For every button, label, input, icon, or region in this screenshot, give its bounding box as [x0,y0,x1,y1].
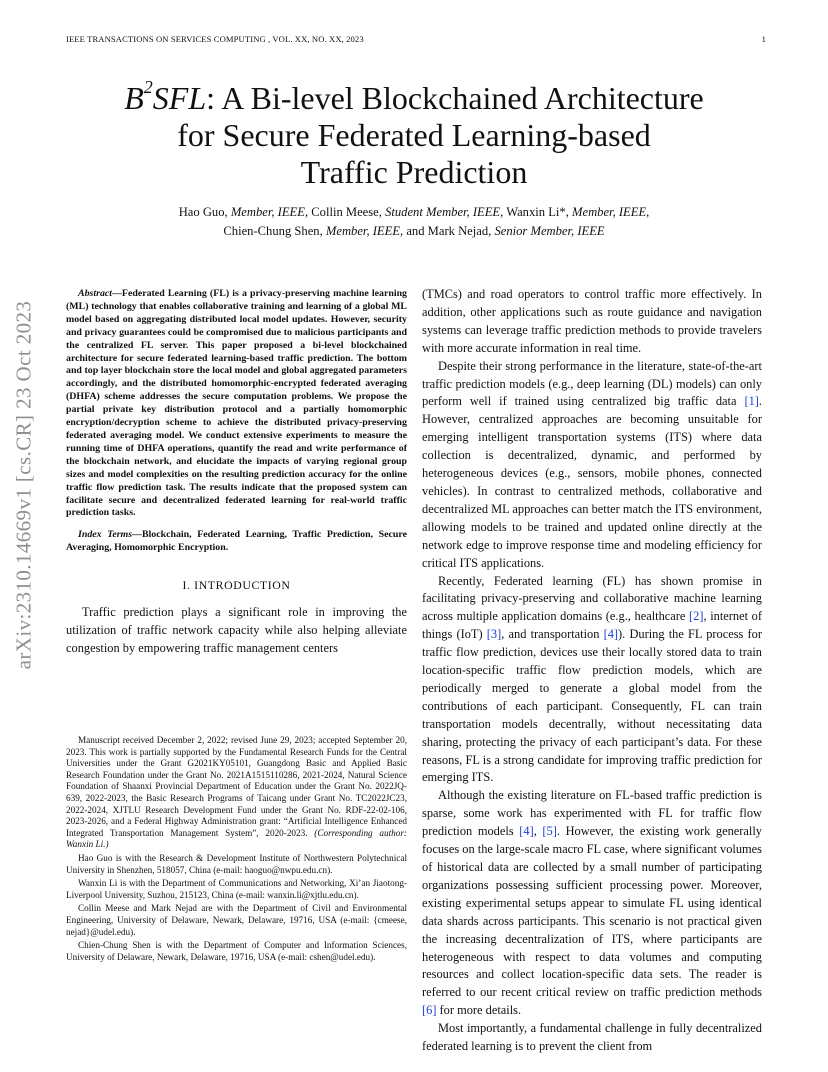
paragraph-text: Recently, Federated learning (FL) has shown promise in facilitating privacy-preserving and collaborative machine learning across multiple application domains (e.g., healthcare [422,573,762,624]
citation-link[interactable]: [6] [422,1003,437,1018]
citation-link[interactable]: [3] [486,627,502,642]
citation-link[interactable]: [2] [689,609,704,624]
footnote-author-meese-nejad: Collin Meese and Mark Nejad are with the Department of Civil and Environmental Engineering, University of Delaware, Newark, Delaware, 19716, USA (e-mail: {cmeese, nejad}@udel.edu). [66,903,407,937]
left-column [66,288,407,658]
author-role: Senior Member, IEEE [494,224,605,238]
journal-name: IEEE TRANSACTIONS ON SERVICES COMPUTING , VOL. XX, NO. XX, 2023 [66,34,364,44]
footnotes [66,735,407,965]
section-title-rest: NTRODUCTION [198,578,291,593]
section-title-initial: I [194,578,199,593]
paper-title [70,77,758,191]
running-head [66,34,766,48]
citation-link[interactable]: [5] [542,824,557,839]
author-line-2 [60,222,768,241]
section-heading-introduction [66,577,407,595]
footnote-manuscript [66,735,407,851]
title-line-2: for Secure Federated Learning-based [177,117,651,153]
footnote-text: Manuscript received December 2, 2022; revised June 29, 2023; accepted September 20, 2023. This work is partially supported by the Fundamental Research Funds for the Central Universities under the Grant G2021KY05101, Guangdong Basic and Applied Basic Research Foundation under the Grant No. 2021A1515110286, 2021-2024, Natural Science Foundation of Shaanxi Provincial Department of Education under the Grant No. 2022JQ-639, 2022-2023, the Basic Research Programs of Taicang under Grant No. TC2022JC23, 2022-2024, XJTLU Research Development Fund under the Grant No. RDF-22-02-106, 2023-2026, and a Federal Highway Administration grant: “Artificial Intelligence Enhanced Integrated Transportation Management System”, 2020-2023. [66,735,407,838]
footnote-author-guo: Hao Guo is with the Research & Development Institute of Northwestern Polytechnical University in Shenzhen, 518057, China (e-mail: haoguo@nwpu.edu.cn). [66,852,407,875]
index-terms [66,529,407,555]
paragraph-text: . However, the existing work generally focuses on the large-scale macro FL case, where significant volumes of historical data are collected by a small number of participating organizations possessing sufficient processing power. Moreover, existing experimental setups appear to simulate FL using identical data shards across participants. This scenario is not practical given the increasing decentralization of ITS, where participants are heterogeneous with respect to data volumes and computing resources and collect location-specific data sets. The reader is referred to our recent critical review on traffic prediction methods [422,824,762,1000]
title-acronym-superscript: 2 [143,77,153,97]
body-paragraph-4 [422,787,762,1020]
author-name: Wanxin Li*, [503,205,572,219]
abstract-label: Abstract [78,288,113,299]
title-acronym-b: B [124,80,144,116]
paragraph-text: , [533,824,543,839]
index-terms-text: —Blockchain, Federated Learning, Traffic Prediction, Secure Averaging, Homomorphic Encryption. [66,529,408,554]
title-line-1-rest: : A Bi-level Blockchained Architecture [206,80,704,116]
author-name: Chien-Chung Shen, [223,224,326,238]
abstract [66,288,407,520]
footnote-author-li: Wanxin Li is with the Department of Communications and Networking, Xi’an Jiaotong-Liverpool University, Suzhou, 215123, China (e-mail: wanxin.li@xjtlu.edu.cn). [66,878,407,900]
author-role: Member, IEEE, [572,205,650,219]
title-acronym-rest: SFL [152,80,207,116]
author-role: Member, IEEE, [230,205,309,219]
footnote-author-shen: Chien-Chung Shen is with the Department of Computer and Information Sciences, University of Delaware, Newark, Delaware, 19716, USA (e-mail: cshen@udel.edu). [66,940,407,962]
arxiv-identifier-text: arXiv:2310.14669v1 [cs.CR] 23 Oct 2023 [11,300,36,670]
body-paragraph-5: Most importantly, a fundamental challenge in fully decentralized federated learning is to prevent the client from [422,1021,762,1054]
abstract-text: —Federated Learning (FL) is a privacy-preserving machine learning (ML) technology that enables collaborative training and learning of a global ML model based on aggregating distributed local model updates. However, security and privacy guarantees could be compromised due to malicious participants and the centralized FL server. This paper proposed a bi-level blockchained architecture for secure federated learning-based traffic prediction. The bottom and top layer blockchain store the local model and global aggregated parameters accordingly, and the distributed homomorphic-encrypted federated averaging (DHFA) scheme addresses the secure computation problems. We propose the partial private key distribution protocol and a partially homomorphic encryption/decryption scheme to achieve the distributed privacy-preserving federated averaging model. We conduct extensive experiments to measure the running time of DHFA operations, quantify the read and write performance of the blockchain network, and elucidate the impacts of varying regional group sizes and model complexities on the resulting prediction accuracy for the online traffic flow prediction task. The results indicate that the proposed system can facilitate secure and decentralized federated learning for real-world traffic prediction tasks. [66,288,407,519]
paragraph-text: . However, centralized approaches are becoming unsuitable for emerging intelligent transportation systems (ITS) where data collection is decentralized, dynamic, and performed by heterogeneous devices (e.g., sensors, mobile phones, connected vehicles). In contrast to centralized methods, collaborative and decentralized ML approaches can better match the ITS environment, allowing models to be trained and updated online directly at the network edge to improve response time and modeling efficiency for critical ITS applications. [422,394,762,570]
citation-link[interactable]: [4] [519,824,534,839]
paragraph-text: Despite their strong performance in the literature, state-of-the-art traffic prediction models (e.g., deep learning (DL) models) can only perform well if trained using centralized big traffic data [422,358,762,409]
citation-link[interactable]: [4] [603,627,619,642]
section-numeral: I. [182,578,195,593]
paragraph-text: , and transportation [501,627,604,642]
page-number: 1 [761,34,766,44]
body-paragraph-3 [422,573,762,788]
author-name: Hao Guo, [178,205,231,219]
paragraph-text: for more details. [436,1003,522,1018]
intro-paragraph-1: Traffic prediction plays a significant role in improving the utilization of traffic network capacity while also helping alleviate congestion by empowering traffic management centers [66,605,407,655]
arxiv-identifier-stamp [2,290,46,680]
right-column [422,286,762,1056]
author-list [60,203,768,241]
paragraph-text: Although the existing literature on FL-based traffic prediction is sparse, some work has experimented with FL for traffic flow prediction models [422,788,762,839]
corresponding-author-note: (Corresponding author: Wanxin Li.) [66,827,407,850]
body-paragraph-1: (TMCs) and road operators to control traffic more effectively. In addition, other applications such as route guidance and navigation systems can leverage traffic prediction methods to provide travelers with more accurate information in real time. [422,287,762,355]
body-paragraph-2 [422,358,762,573]
citation-link[interactable]: [1] [744,394,759,409]
title-line-3: Traffic Prediction [300,154,528,190]
author-role: Student Member, IEEE, [385,205,504,219]
author-name: and Mark Nejad, [403,224,495,238]
title-line-1 [70,77,758,117]
author-line-1 [60,203,768,222]
author-name: Collin Meese, [308,205,386,219]
paragraph-text: , internet of things (IoT) [422,609,762,642]
author-role: Member, IEEE, [325,224,404,238]
index-terms-label: Index Terms [78,529,133,541]
paragraph-text: ). During the FL process for traffic flow prediction, devices use their locally stored data to train location-specific traffic flow prediction models, which are periodically merged to generate a global model from the contributions of each participant. Consequently, FL can train transportation models decentrally, without necessitating data sharing, protecting the privacy of each participant’s data. For these reasons, FL is a strong candidate for improving traffic prediction for emerging ITS. [422,627,762,785]
title-acronym [124,77,207,116]
